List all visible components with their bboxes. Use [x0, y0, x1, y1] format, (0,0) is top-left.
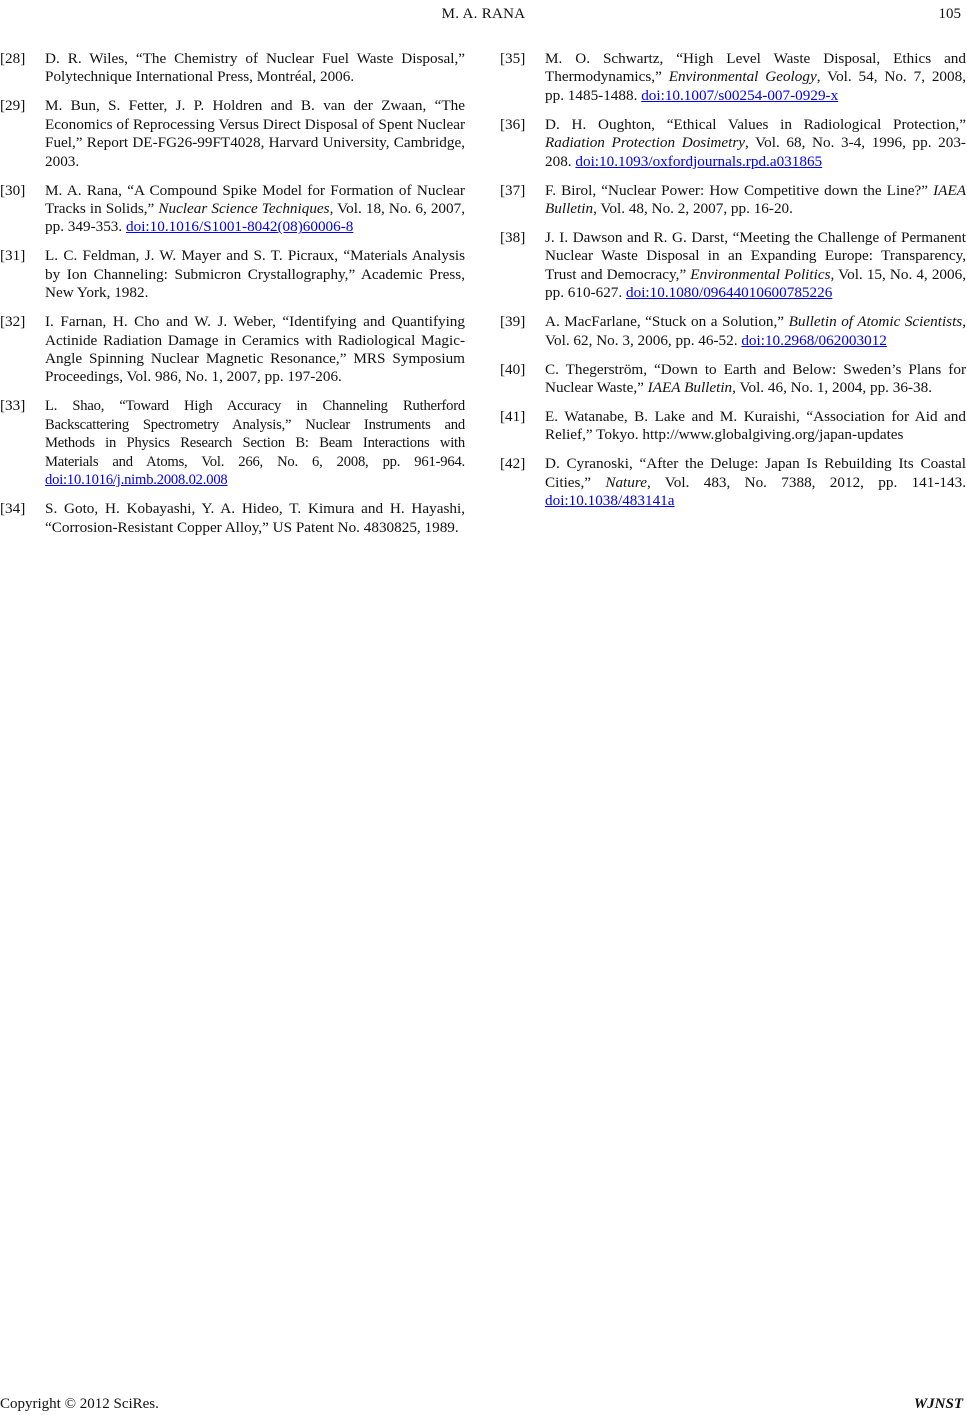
- reference-number: [40]: [500, 360, 526, 378]
- reference-text: [545, 182, 966, 219]
- reference-text: [545, 361, 966, 398]
- reference-source-title: Environmental Geology: [668, 68, 817, 86]
- reference-text-segment: L. Shao, “Toward High Accuracy in Channeling Rutherford Backscattering Spectrometry Analysis,” Nuclear Instruments and Methods in Physics Research Section B: Beam Interactions with Materials and Atoms, Vol. 266, No. 6, 2008, pp. 961-964.: [45, 398, 465, 470]
- reference-text: [45, 97, 465, 171]
- doi-link[interactable]: doi:10.1007/s00254-007-0929-x: [641, 86, 839, 104]
- reference-source-title: Bulletin of Atomic Scientists: [788, 313, 963, 331]
- reference-text-segment: F. Birol, “Nuclear Power: How Competitive down the Line?”: [545, 181, 934, 199]
- reference-text-segment: , Vol. 46, No. 1, 2004, pp. 36-38.: [732, 379, 932, 397]
- reference-text: [45, 182, 465, 237]
- reference-text-segment: , Vol. 54, No. 7, 2008, pp. 1485-1488.: [545, 68, 967, 104]
- reference-number: [29]: [0, 97, 26, 115]
- reference-text: [545, 313, 966, 350]
- reference-text-segment: L. C. Feldman, J. W. Mayer and S. T. Picraux, “Materials Analysis by Ion Channeling: Submicron Crystallography,” Academic Press, New York, 1982.: [45, 247, 465, 302]
- reference-entry: [500, 455, 966, 510]
- references-right-column: [500, 50, 966, 521]
- page-footer: [0, 1387, 967, 1415]
- reference-text: [545, 116, 966, 171]
- journal-abbreviation: WJNST: [913, 1396, 963, 1412]
- reference-source-title: Radiation Protection Dosimetry: [545, 134, 745, 152]
- reference-entry: [500, 229, 966, 303]
- reference-text-segment: I. Farnan, H. Cho and W. J. Weber, “Identifying and Quantifying Actinide Radiation Damage in Ceramics with Radiological Magic-Angle Spinning Nuclear Magnetic Resonance,” MRS Symposium Proceedings, Vol. 986, No. 1, 2007, pp. 197-206.: [45, 313, 465, 386]
- reference-entry: [500, 361, 966, 398]
- reference-entry: [0, 313, 465, 387]
- reference-text: [45, 500, 465, 537]
- reference-text: [545, 229, 966, 303]
- reference-number: [35]: [500, 50, 526, 67]
- reference-text-segment: A. MacFarlane, “Stuck on a Solution,”: [545, 313, 789, 331]
- reference-text: [545, 50, 966, 105]
- reference-source-title: Nature: [605, 473, 647, 491]
- reference-text-segment: J. I. Dawson and R. G. Darst, “Meeting the Challenge of Permanent Nuclear Waste Disposal in an Expanding Europe: Transparency, Trust and Democracy,”: [545, 229, 966, 283]
- doi-link[interactable]: doi:10.1080/09644010600785226: [626, 284, 833, 302]
- reference-text: [545, 408, 966, 445]
- reference-text-segment: E. Watanabe, B. Lake and M. Kuraishi, “Association for Aid and Relief,” Tokyo.: [545, 408, 966, 444]
- reference-entry: [500, 50, 966, 105]
- reference-text: [45, 313, 465, 387]
- reference-text: [545, 455, 966, 510]
- reference-number: [42]: [500, 455, 526, 473]
- reference-text-segment: C. Thegerström, “Down to Earth and Below: Sweden’s Plans for Nuclear Waste,”: [545, 360, 966, 397]
- reference-text-segment: , Vol. 68, No. 3-4, 1996, pp. 203-208.: [545, 134, 966, 170]
- reference-text-segment: M. A. Rana, “A Compound Spike Model for Formation of Nuclear Tracks in Solids,”: [45, 181, 465, 218]
- reference-text-segment: , Vol. 18, No. 6, 2007, pp. 349-353.: [45, 200, 465, 236]
- reference-url: http://www.globalgiving.org/japan-updates: [642, 426, 904, 444]
- reference-entry: [500, 182, 966, 219]
- copyright-notice: Copyright © 2012 SciRes.: [0, 1396, 159, 1412]
- reference-text-segment: , Vol. 62, No. 3, 2006, pp. 46-52.: [545, 313, 967, 349]
- reference-text-segment: , Vol. 15, No. 4, 2006, pp. 610-627.: [545, 265, 966, 302]
- reference-entry: [0, 182, 465, 237]
- doi-link[interactable]: doi:10.1093/oxfordjournals.rpd.a031865: [575, 152, 823, 170]
- reference-source-title: Nuclear Science Techniques: [158, 200, 330, 218]
- doi-link[interactable]: doi:10.2968/062003012: [741, 331, 887, 349]
- reference-source-title: Environmental Politics: [690, 265, 831, 283]
- reference-text-segment: D. Cyranoski, “After the Deluge: Japan Is Rebuilding Its Coastal Cities,”: [545, 455, 966, 491]
- doi-link[interactable]: doi:10.1038/483141a: [545, 492, 675, 510]
- running-head: [0, 6, 967, 28]
- reference-number: [36]: [500, 115, 526, 133]
- reference-number: [33]: [0, 397, 26, 415]
- reference-number: [28]: [0, 50, 26, 67]
- reference-number: [32]: [0, 313, 26, 331]
- reference-entry: [500, 408, 966, 445]
- reference-text-segment: D. R. Wiles, “The Chemistry of Nuclear Fuel Waste Disposal,” Polytechnique International Press, Montréal, 2006.: [45, 50, 465, 86]
- references-left-column: [0, 50, 465, 548]
- reference-entry: [0, 50, 465, 87]
- reference-number: [39]: [500, 313, 526, 331]
- reference-number: [37]: [500, 181, 526, 199]
- reference-text-segment: M. Bun, S. Fetter, J. P. Holdren and B. van der Zwaan, “The Economics of Reprocessing Versus Direct Disposal of Spent Nuclear Fuel,” Report DE-FG26-99FT4028, Harvard University, Cambridge, 2003.: [45, 97, 465, 170]
- reference-text-segment: , Vol. 483, No. 7388, 2012, pp. 141-143.: [646, 473, 967, 491]
- reference-text: [45, 50, 465, 87]
- reference-text-segment: S. Goto, H. Kobayashi, Y. A. Hideo, T. Kimura and H. Hayashi, “Corrosion-Resistant Copper Alloy,” US Patent No. 4830825, 1989.: [45, 500, 465, 536]
- reference-number: [41]: [500, 408, 526, 426]
- doi-link[interactable]: doi:10.1016/S1001-8042(08)60006-8: [126, 218, 354, 236]
- reference-source-title: IAEA Bulletin: [545, 181, 966, 218]
- reference-source-title: IAEA Bulletin: [647, 379, 733, 397]
- running-head-author: M. A. RANA: [441, 6, 526, 22]
- reference-entry: [500, 313, 966, 350]
- reference-text-segment: D. H. Oughton, “Ethical Values in Radiological Protection,”: [545, 115, 966, 133]
- reference-number: [34]: [0, 500, 26, 518]
- reference-number: [31]: [0, 247, 26, 265]
- doi-link[interactable]: doi:10.1016/j.nimb.2008.02.008: [45, 472, 228, 489]
- reference-entry: [0, 500, 465, 537]
- reference-text-segment: M. O. Schwartz, “High Level Waste Disposal, Ethics and Thermodynamics,”: [545, 50, 966, 86]
- reference-text: [45, 247, 465, 302]
- reference-entry: [0, 97, 465, 171]
- reference-entry: [0, 397, 465, 489]
- reference-entry: [500, 116, 966, 171]
- reference-text: [45, 397, 465, 489]
- page-number: 105: [938, 6, 961, 22]
- reference-number: [30]: [0, 181, 26, 199]
- reference-number: [38]: [500, 229, 526, 247]
- reference-text-segment: , Vol. 48, No. 2, 2007, pp. 16-20.: [593, 200, 793, 218]
- reference-entry: [0, 247, 465, 302]
